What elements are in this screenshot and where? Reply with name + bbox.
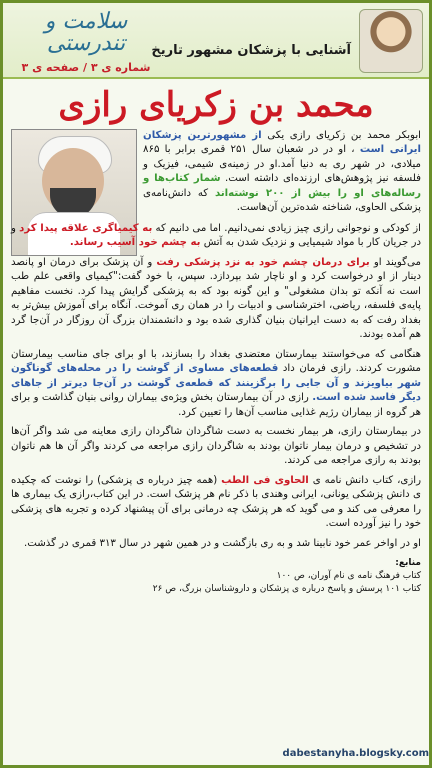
text: و در جریان کار با مواد شیمیایی و نزدیک شدن به آتش (11, 222, 421, 249)
intro-p3: ، او در در شعبان سال ۲۵۱ قمری برابر با ۸۶۵ میلادی، در شهر ری به دنیا آمد.او در زمینه‌ی شیمی، فیزیک و فلسفه نیز پژوهش‌های ارزنده‌ای داشته است. (143, 144, 422, 185)
highlight-red: به کیمیاگری علاقه پیدا کرد (19, 222, 153, 234)
rhazes-portrait-icon (359, 9, 423, 73)
header (3, 3, 429, 79)
paragraph-students (11, 425, 421, 468)
highlight-red: برای درمان چشم خود به نزد پزشکی رفت (156, 256, 370, 268)
intro-highlight-blue: از مشهورترین پزشکان ایرانی است (143, 130, 421, 156)
paragraph-childhood (11, 222, 421, 251)
intro-paragraph (143, 129, 421, 216)
intro-highlight-green: شمار کتاب‌ها و رساله‌های او را بیش از ۲۰۰ نوشته‌اند (143, 173, 421, 199)
text: هنگامی که می‌خواستند بیمارستان معتضدی بغداد را بسازند، با او برای جای مناسب بیمارستان مشورت کردند. رازی فرمان داد (11, 348, 421, 375)
text: او در اواخر عمر خود نابینا شد و به ری بازگشت و در همین شهر در سال ۳۱۳ قمری در گذشت. (23, 537, 421, 549)
header-branding (11, 11, 161, 74)
series-title: سلامت و تندرستی (44, 9, 128, 56)
text: از کودکی و نوجوانی رازی چیز زیادی نمی‌دانیم. اما می دانیم که (155, 222, 421, 234)
highlight-red: به چشم خود آسیب رساند. (69, 237, 201, 249)
text: و آن پزشک برای درمان او پانصد دینار از او درخواست کرد و او ناچار شد بپردازد. سپس، با خود گفت:"کیمیای واقعی علم طب است نه آنکه تو بدان مشغولی" و این گونه بود که به پزشکی گرایش پیدا کرد. نخست مفاهیم پایه‌ی فلسفه، ریاضی، اخترشناسی و ادبیات را در همان ری آموخت. آنگاه برای آموزش بیش‌تر به بغداد رفت که به دست ایرانیان بنیان گذاری شده بود و دانشمندان بزرگ آن روزگار در آن‌جا گرد هم آمده بودند. (11, 256, 421, 341)
text: رازی در آن بیمارستان بخش ویژه‌ی بیماران روانی بنیان گذاشت و برای هر گروه از بیماران رژیم غذایی مناسب آن‌ها را تعیین کرد. (11, 392, 421, 418)
column-title: آشنایی با پزشکان مشهور تاریخ (151, 43, 351, 58)
text: می‌گویند او (373, 256, 421, 268)
highlight-red: الحاوی فی الطب (221, 474, 309, 486)
source-item: کتاب فرهنگ نامه ی نام آوران، ص ۱۰۰ (276, 570, 421, 581)
issue-number: شماره ی ۳ / صفحه ی ۳ (21, 61, 151, 74)
text: رازی، کتاب دانش نامه ی (312, 474, 421, 486)
paragraph-book (11, 474, 421, 532)
page-title: محمد بن زکریای رازی (58, 85, 374, 125)
paragraph-hospital (11, 348, 421, 420)
text: (همه چیز درباره ی پزشکی) را نوشت که چکیده ی دانش پزشکی یونانی، ایرانی وهندی با ذکر نام هر پزشک است. در این کتاب،رازی یک بیماری ها را معرفی می کند و می گوید که هر پزشک چه درمانی برای آن پیشنهاد کرده و تجربه های پزشکی خود را نیز آورده است. (11, 474, 421, 530)
source-item: کتاب ۱۰۱ پرسش و پاسخ درباره ی پزشکان و داروشناسان بزرگ، ص ۲۶ (152, 583, 421, 594)
intro-p1: ابوبکر محمد بن زکریای رازی یکی (267, 130, 421, 141)
highlight-blue: قطعه‌های مساوی از گوشت را در محله‌های گوناگون شهر بیاویزند و آن جایی را برگزینند که قطعه‌ی گوشت در آن‌جا دیرتر از جاهای دیگر فاسد شده است. (11, 363, 421, 404)
title-wrap (11, 85, 421, 125)
text: در بیمارستان رازی، هر بیمار نخست به دست شاگردان شاگردان رازی معاینه می شد واگر آن‌ها در تشخیص و درمان بیمار ناتوان بودند به شاگردان رازی مراجعه می کردند واگر آن ها هم ناتوان بودند به رازی مراجعه می کردند. (11, 426, 421, 467)
paragraph-medicine (11, 256, 421, 343)
intro-p5: که دانش‌نامه‌ی پزشکی الحاوی، شناخته شده‌ترین آن‌هاست. (143, 187, 421, 214)
footer (3, 745, 429, 765)
paragraph-death (11, 537, 421, 551)
article-body (11, 129, 421, 757)
sources (11, 557, 421, 595)
sources-heading: منابع: (395, 558, 421, 569)
site-link[interactable]: dabestanyha.blogsky.com (282, 748, 429, 759)
